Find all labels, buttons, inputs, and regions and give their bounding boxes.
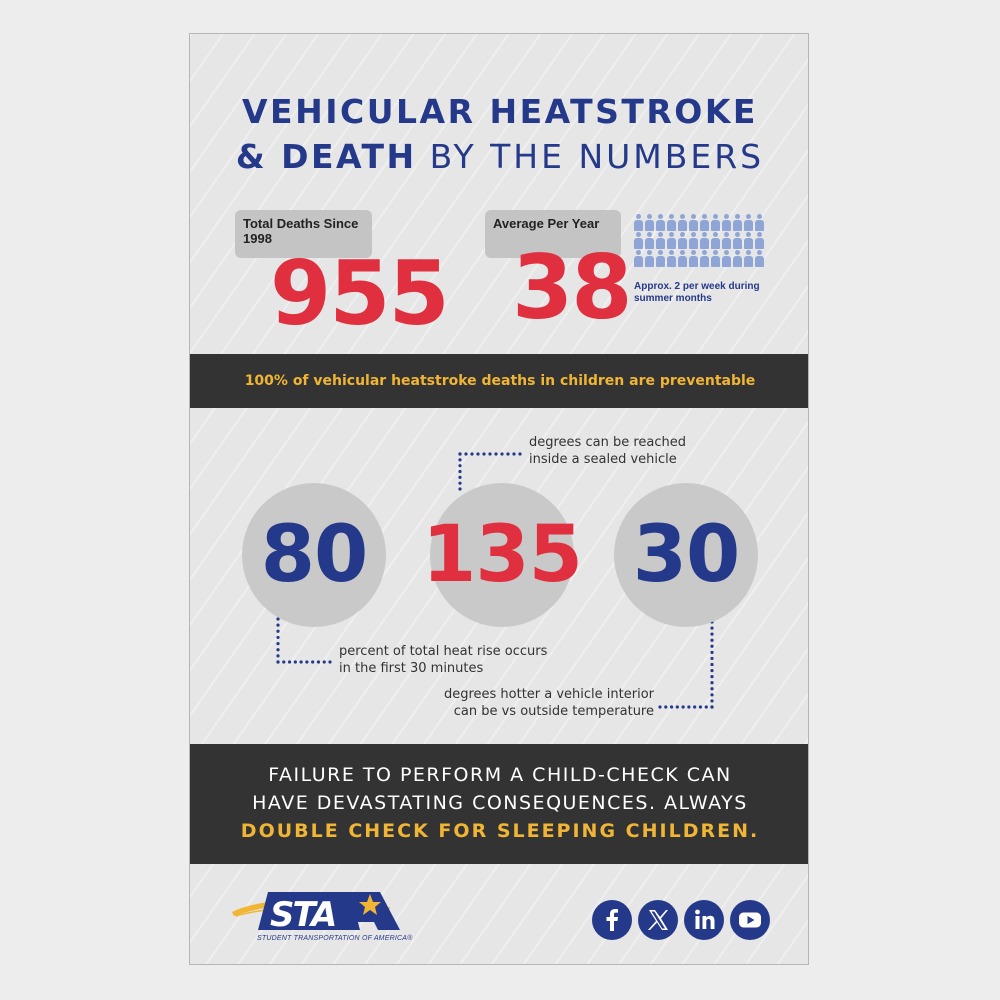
- title-line-2-light: BY THE NUMBERS: [429, 137, 765, 176]
- note-135-line-1: degrees can be reached: [529, 435, 686, 450]
- child-check-banner: [190, 744, 809, 864]
- title-line-1: VEHICULAR HEATSTROKE: [242, 92, 758, 131]
- note-80-line-1: percent of total heat rise occurs: [339, 644, 548, 659]
- circle-80-value: 80: [260, 510, 368, 600]
- sta-logo: [230, 886, 410, 936]
- average-per-year-value: 38: [512, 236, 631, 339]
- note-135-line-2: inside a sealed vehicle: [529, 452, 677, 467]
- preventable-banner-text: 100% of vehicular heatstroke deaths in children are preventable: [244, 373, 756, 389]
- note-80-line-2: in the first 30 minutes: [339, 661, 484, 676]
- youtube-icon[interactable]: [730, 900, 770, 940]
- approx-note: Approx. 2 per week during summer months: [634, 281, 760, 304]
- note-30-line-1: degrees hotter a vehicle interior: [443, 687, 654, 702]
- facebook-icon[interactable]: [592, 900, 632, 940]
- note-135: [529, 434, 686, 468]
- note-30-line-2: can be vs outside temperature: [453, 704, 654, 719]
- note-30: [416, 686, 654, 720]
- linkedin-icon[interactable]: [684, 900, 724, 940]
- sta-logo-letters: STA: [270, 895, 336, 935]
- child-check-line-2: HAVE DEVASTATING CONSEQUENCES. ALWAYS: [252, 792, 748, 814]
- total-deaths-label: Total Deaths Since 1998: [235, 210, 372, 258]
- sta-logo-subtext: STUDENT TRANSPORTATION OF AMERICA®: [257, 935, 413, 942]
- child-check-highlight: DOUBLE CHECK FOR SLEEPING CHILDREN.: [240, 820, 760, 842]
- title-line-2-bold: & DEATH: [235, 137, 417, 176]
- connector-30: [658, 620, 713, 708]
- circle-135-value: 135: [422, 510, 582, 600]
- child-check-line-1: FAILURE TO PERFORM A CHILD-CHECK CAN: [268, 764, 732, 786]
- note-80: [339, 643, 547, 677]
- infographic-poster: [189, 33, 809, 965]
- circle-30-value: 30: [632, 510, 740, 600]
- x-icon[interactable]: [638, 900, 678, 940]
- total-deaths-value: 955: [270, 242, 448, 345]
- average-per-year-label: Average Per Year: [485, 210, 621, 258]
